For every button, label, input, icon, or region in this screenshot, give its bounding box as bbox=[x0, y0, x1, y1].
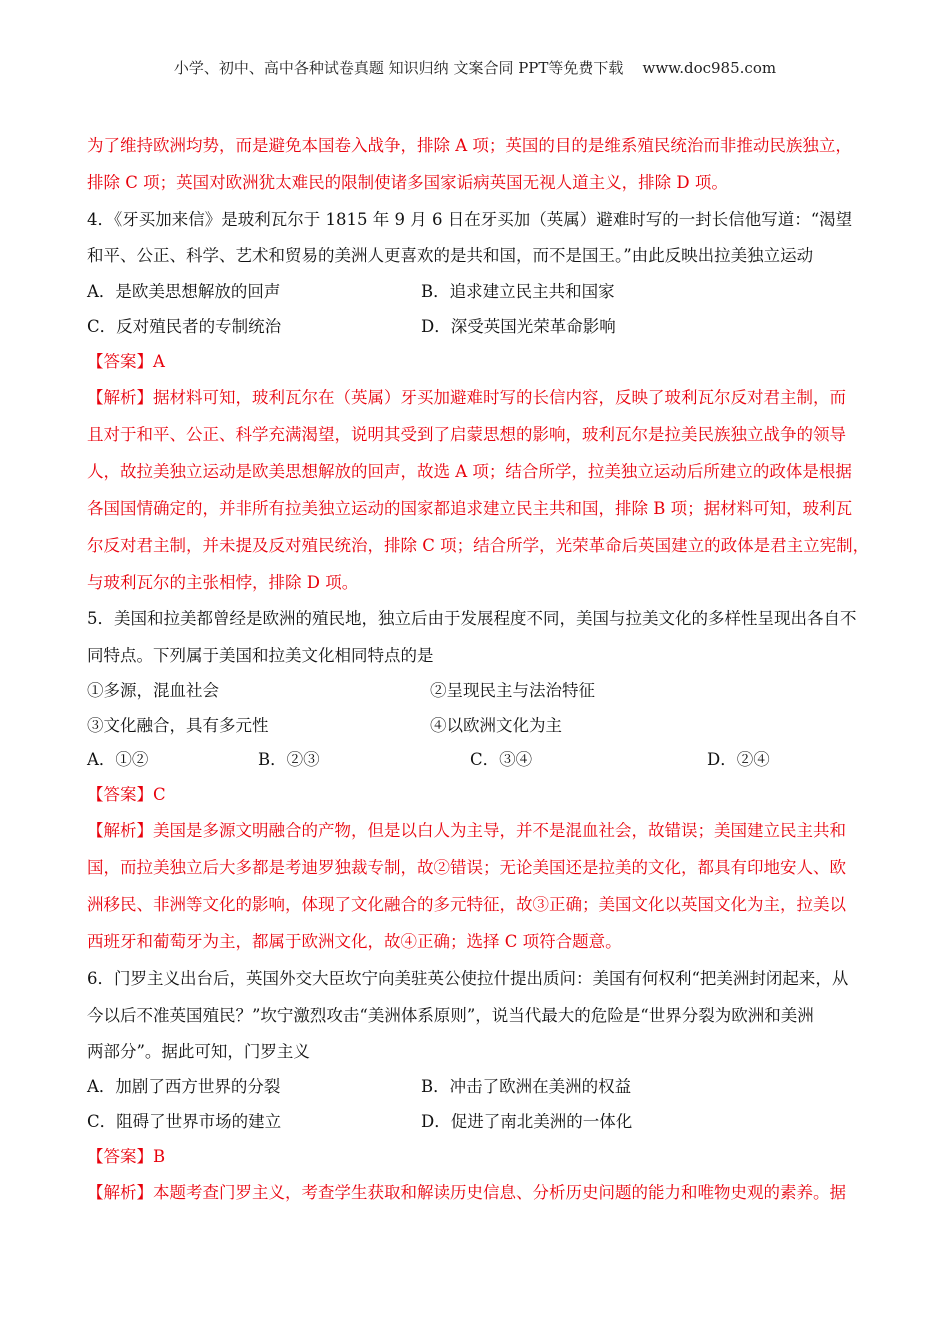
q4-analysis-line: 与玻利瓦尔的主张相悖，排除 D 项。 bbox=[87, 573, 359, 592]
q6-stem-line: 今以后不准英国殖民？”坎宁激烈攻击“美洲体系原则”，说当代最大的危险是“世界分裂为欧洲和美洲 bbox=[87, 1006, 814, 1025]
q5-item-1: ①多源，混血社会 bbox=[87, 681, 219, 700]
q6-answer: 【答案】B bbox=[87, 1147, 166, 1166]
q5-option-c: C．③④ bbox=[470, 750, 533, 769]
q5-option-d: D．②④ bbox=[707, 750, 770, 769]
q4-stem-line: 4．《牙买加来信》是玻利瓦尔于 1815 年 9 月 6 日在牙买加（英属）避难时写的一封长信他写道：“渴望 bbox=[87, 210, 853, 229]
q5-option-b: B．②③ bbox=[258, 750, 320, 769]
q5-item-2: ②呈现民主与法治特征 bbox=[430, 681, 595, 700]
q6-option-a: A．加剧了西方世界的分裂 bbox=[87, 1077, 281, 1096]
q4-stem-line: 和平、公正、科学、艺术和贸易的美洲人更喜欢的是共和国，而不是国王。”由此反映出拉美独立运动 bbox=[87, 246, 814, 265]
q5-stem-line: 同特点。下列属于美国和拉美文化相同特点的是 bbox=[87, 646, 434, 665]
q6-stem-line: 两部分”。据此可知，门罗主义 bbox=[87, 1042, 310, 1061]
q5-item-3: ③文化融合，具有多元性 bbox=[87, 716, 269, 735]
q4-analysis-line: 【解析】据材料可知，玻利瓦尔在（英属）牙买加避难时写的长信内容，反映了玻利瓦尔反对君主制，而 bbox=[87, 388, 846, 407]
q5-option-a: A．①② bbox=[87, 750, 149, 769]
q4-analysis-line: 尔反对君主制，并未提及反对殖民统治，排除 C 项；结合所学，光荣革命后英国建立的政体是君主立宪制， bbox=[87, 536, 870, 555]
q5-stem-line: 5．美国和拉美都曾经是欧洲的殖民地，独立后由于发展程度不同，美国与拉美文化的多样性呈现出各自不 bbox=[87, 609, 857, 628]
q6-stem-line: 6．门罗主义出台后，英国外交大臣坎宁向美驻英公使拉什提出质问：美国有何权利“把美洲封闭起来，从 bbox=[87, 969, 849, 988]
q6-option-d: D．促进了南北美洲的一体化 bbox=[421, 1112, 633, 1131]
q4-option-c: C．反对殖民者的专制统治 bbox=[87, 317, 282, 336]
prev-analysis-line: 排除 C 项；英国对欧洲犹太难民的限制使诸多国家诟病英国无视人道主义，排除 D 项。 bbox=[87, 173, 728, 192]
q4-option-b: B．追求建立民主共和国家 bbox=[421, 282, 615, 301]
q4-answer: 【答案】A bbox=[87, 352, 165, 371]
q5-answer: 【答案】C bbox=[87, 785, 166, 804]
q5-analysis-line: 洲移民、非洲等文化的影响，体现了文化融合的多元特征，故③正确；美国文化以英国文化为主，拉美以 bbox=[87, 895, 846, 914]
q5-item-4: ④以欧洲文化为主 bbox=[430, 716, 562, 735]
q4-analysis-line: 人，故拉美独立运动是欧美思想解放的回声，故选 A 项；结合所学，拉美独立运动后所建立的政体是根据 bbox=[87, 462, 852, 481]
q4-option-d: D．深受英国光荣革命影响 bbox=[421, 317, 616, 336]
q5-analysis-line: 国，而拉美独立后大多都是考迪罗独裁专制，故②错误；无论美国还是拉美的文化，都具有印地安人、欧 bbox=[87, 858, 846, 877]
q4-analysis-line: 各国国情确定的，并非所有拉美独立运动的国家都追求建立民主共和国，排除 B 项；据材料可知，玻利瓦 bbox=[87, 499, 853, 518]
q4-option-a: A．是欧美思想解放的回声 bbox=[87, 282, 281, 301]
page-header: 小学、初中、高中各种试卷真题 知识归纳 文案合同 PPT等免费下载 www.doc985.com bbox=[173, 59, 777, 77]
q6-option-b: B．冲击了欧洲在美洲的权益 bbox=[421, 1077, 632, 1096]
q5-analysis-line: 【解析】美国是多源文明融合的产物，但是以白人为主导，并不是混血社会，故错误；美国建立民主共和 bbox=[87, 821, 846, 840]
q6-option-c: C．阻碍了世界市场的建立 bbox=[87, 1112, 282, 1131]
q6-analysis-line: 【解析】本题考查门罗主义，考查学生获取和解读历史信息、分析历史问题的能力和唯物史观的素养。据 bbox=[87, 1183, 846, 1202]
prev-analysis-line: 为了维持欧洲均势，而是避免本国卷入战争，排除 A 项；英国的目的是维系殖民统治而非推动民族独立， bbox=[87, 136, 852, 155]
q5-analysis-line: 西班牙和葡萄牙为主，都属于欧洲文化，故④正确；选择 C 项符合题意。 bbox=[87, 932, 622, 951]
q4-analysis-line: 且对于和平、公正、科学充满渴望，说明其受到了启蒙思想的影响，玻利瓦尔是拉美民族独立战争的领导 bbox=[87, 425, 846, 444]
